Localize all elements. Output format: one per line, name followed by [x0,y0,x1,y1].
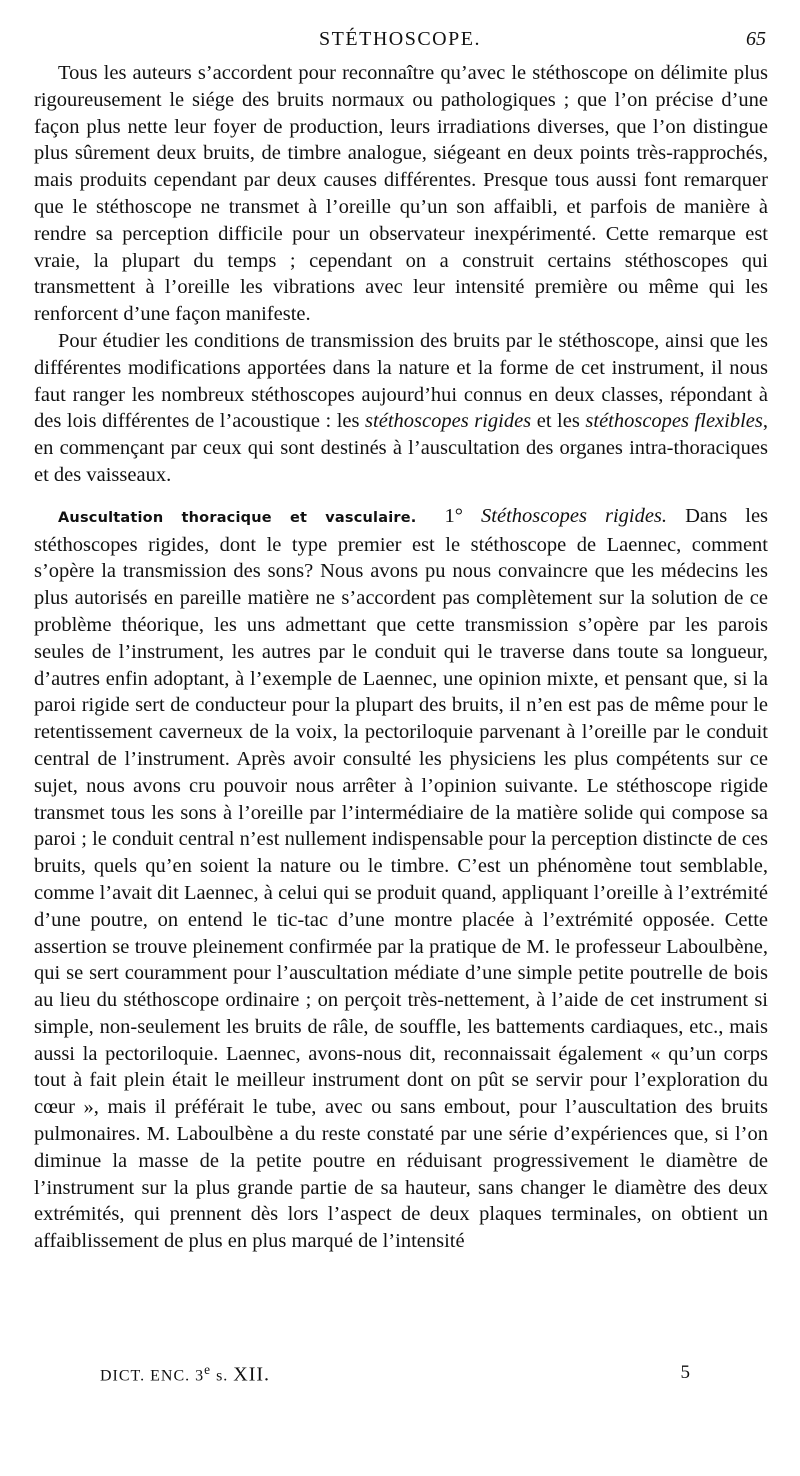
paragraph-2-mid: et les [531,410,586,433]
sheet-number: 5 [680,1362,690,1383]
term-rigid-stethoscopes: stéthoscopes rigides [365,410,532,433]
section-heading: Auscultation thoracique et vasculaire. [58,509,417,526]
section-paragraph [34,503,768,1255]
signature-prefix: DICT. ENC. 3 [100,1367,205,1385]
page-number: 65 [746,28,766,50]
running-title: STÉTHOSCOPE. [319,28,481,50]
signature-volume: XII. [233,1363,271,1386]
term-flexible-stethoscopes: stéthoscopes flexibles [585,410,763,433]
signature-mid: s. [211,1367,234,1385]
section-text: Dans les stéthoscopes rigides, dont le type premier est le stéthoscope de Laennec, comment s’opère la transmission des sons? Nous avons pu nous convaincre que les médecins les plus autorisés en pareille matière ne s’accordent pas complètement sur la solution de ce problème théorique, les uns admettant que cette transmission s’opère par les parois seules de l’instrument, les autres par le conduit qui le traverse dans toute sa longueur, d’autres enfin adoptant, à l’exemple de Laennec, une opinion mixte, et pensant que, si la paroi rigide sert de conducteur pour la plupart des bruits, il n’en est pas de même pour le retentissement caverneux de la voix, la pectoriloquie parvenant à l’oreille par le conduit central de l’instrument. Après avoir consulté les physiciens les plus compétents sur ce sujet, nous avons cru pouvoir nous arrêter à l’opinion suivante. Le stéthoscope rigide transmet tous les sons à l’oreille par l’intermédiaire de la matière solide qui compose sa paroi ; le conduit central n’est nullement indispensable pour la perception distincte de ces bruits, quels qu’en soient la nature ou le timbre. C’est un phénomène tout semblable, comme l’avait dit Laennec, à celui qui se produit quand, appliquant l’oreille à l’extrémité d’une poutre, on entend le tic-tac d’une montre placée à l’extrémité opposée. Cette assertion se trouve pleinement confirmée par la pratique de M. le professeur Laboulbène, qui se sert couramment pour l’auscultation médiate d’une simple petite poutrelle de bois au lieu du stéthoscope ordinaire ; on perçoit très-nettement, à l’aide de cet instrument si simple, non-seulement les bruits de râle, de souffle, les battements cardiaques, etc., mais aussi la pectoriloquie. Laennec, avons-nous dit, reconnaissait également « qu’un corps tout à fait plein était le meilleur instrument dont on pût se servir pour l’exploration du cœur », mais il préférait le tube, avec ou sans embout, pour l’auscultation des bruits pulmonaires. M. Laboulbène a du reste constaté par une série d’expériences que, si l’on diminue la masse de la petite poutre en réduisant progressivement le diamètre de l’instrument sur la plus grande partie de sa hauteur, sans changer le diamètre des deux extrémités, qui prennent dès lors l’aspect de deux plaques terminales, on obtient un affaiblissement de plus en plus marqué de l’intensité [34,504,769,1253]
footer [100,1362,690,1386]
paragraph-2 [34,328,768,489]
body-text [34,60,768,1255]
signature-sup: e [204,1362,212,1377]
paragraph-2-text: Pour étudier les conditions de transmission des bruits par le stéthoscope, ainsi que les différentes modifications apportées dans la nature et la forme de cet instrument, il nous faut ranger les nombreux stéthoscopes aujourd’hui connus en deux classes, répondant à des lois différentes de l’acoustique : les [34,329,768,433]
section-subheading: Stéthoscopes rigides. [481,504,668,527]
section-number: 1° [444,504,463,527]
paragraph-1: Tous les auteurs s’accordent pour reconnaître qu’avec le stéthoscope on délimite plus rigoureusement le siége des bruits normaux ou pathologiques ; que l’on précise d’une façon plus nette leur foyer de production, leurs irradiations diverses, que l’on distingue plus sûrement deux bruits, de timbre analogue, siégeant en deux points très-rapprochés, mais produits cependant par deux causes différentes. Presque tous aussi font remarquer que le stéthoscope ne transmet à l’oreille qu’un son affaibli, et parfois de manière à rendre sa perception difficile pour un observateur inexpérimenté. Cette remarque est vraie, la plupart du temps ; cependant on a construit certains stéthoscopes qui transmettent à l’oreille les vibrations avec leur intensité première ou même qui les renforcent d’une façon manifeste. [34,62,768,326]
paragraph-2-end: , en commençant par ceux qui sont destinés à l’auscultation des organes intra-thoraciques et des vaisseaux. [34,410,768,486]
running-head [34,28,766,56]
signature-mark [100,1362,270,1386]
